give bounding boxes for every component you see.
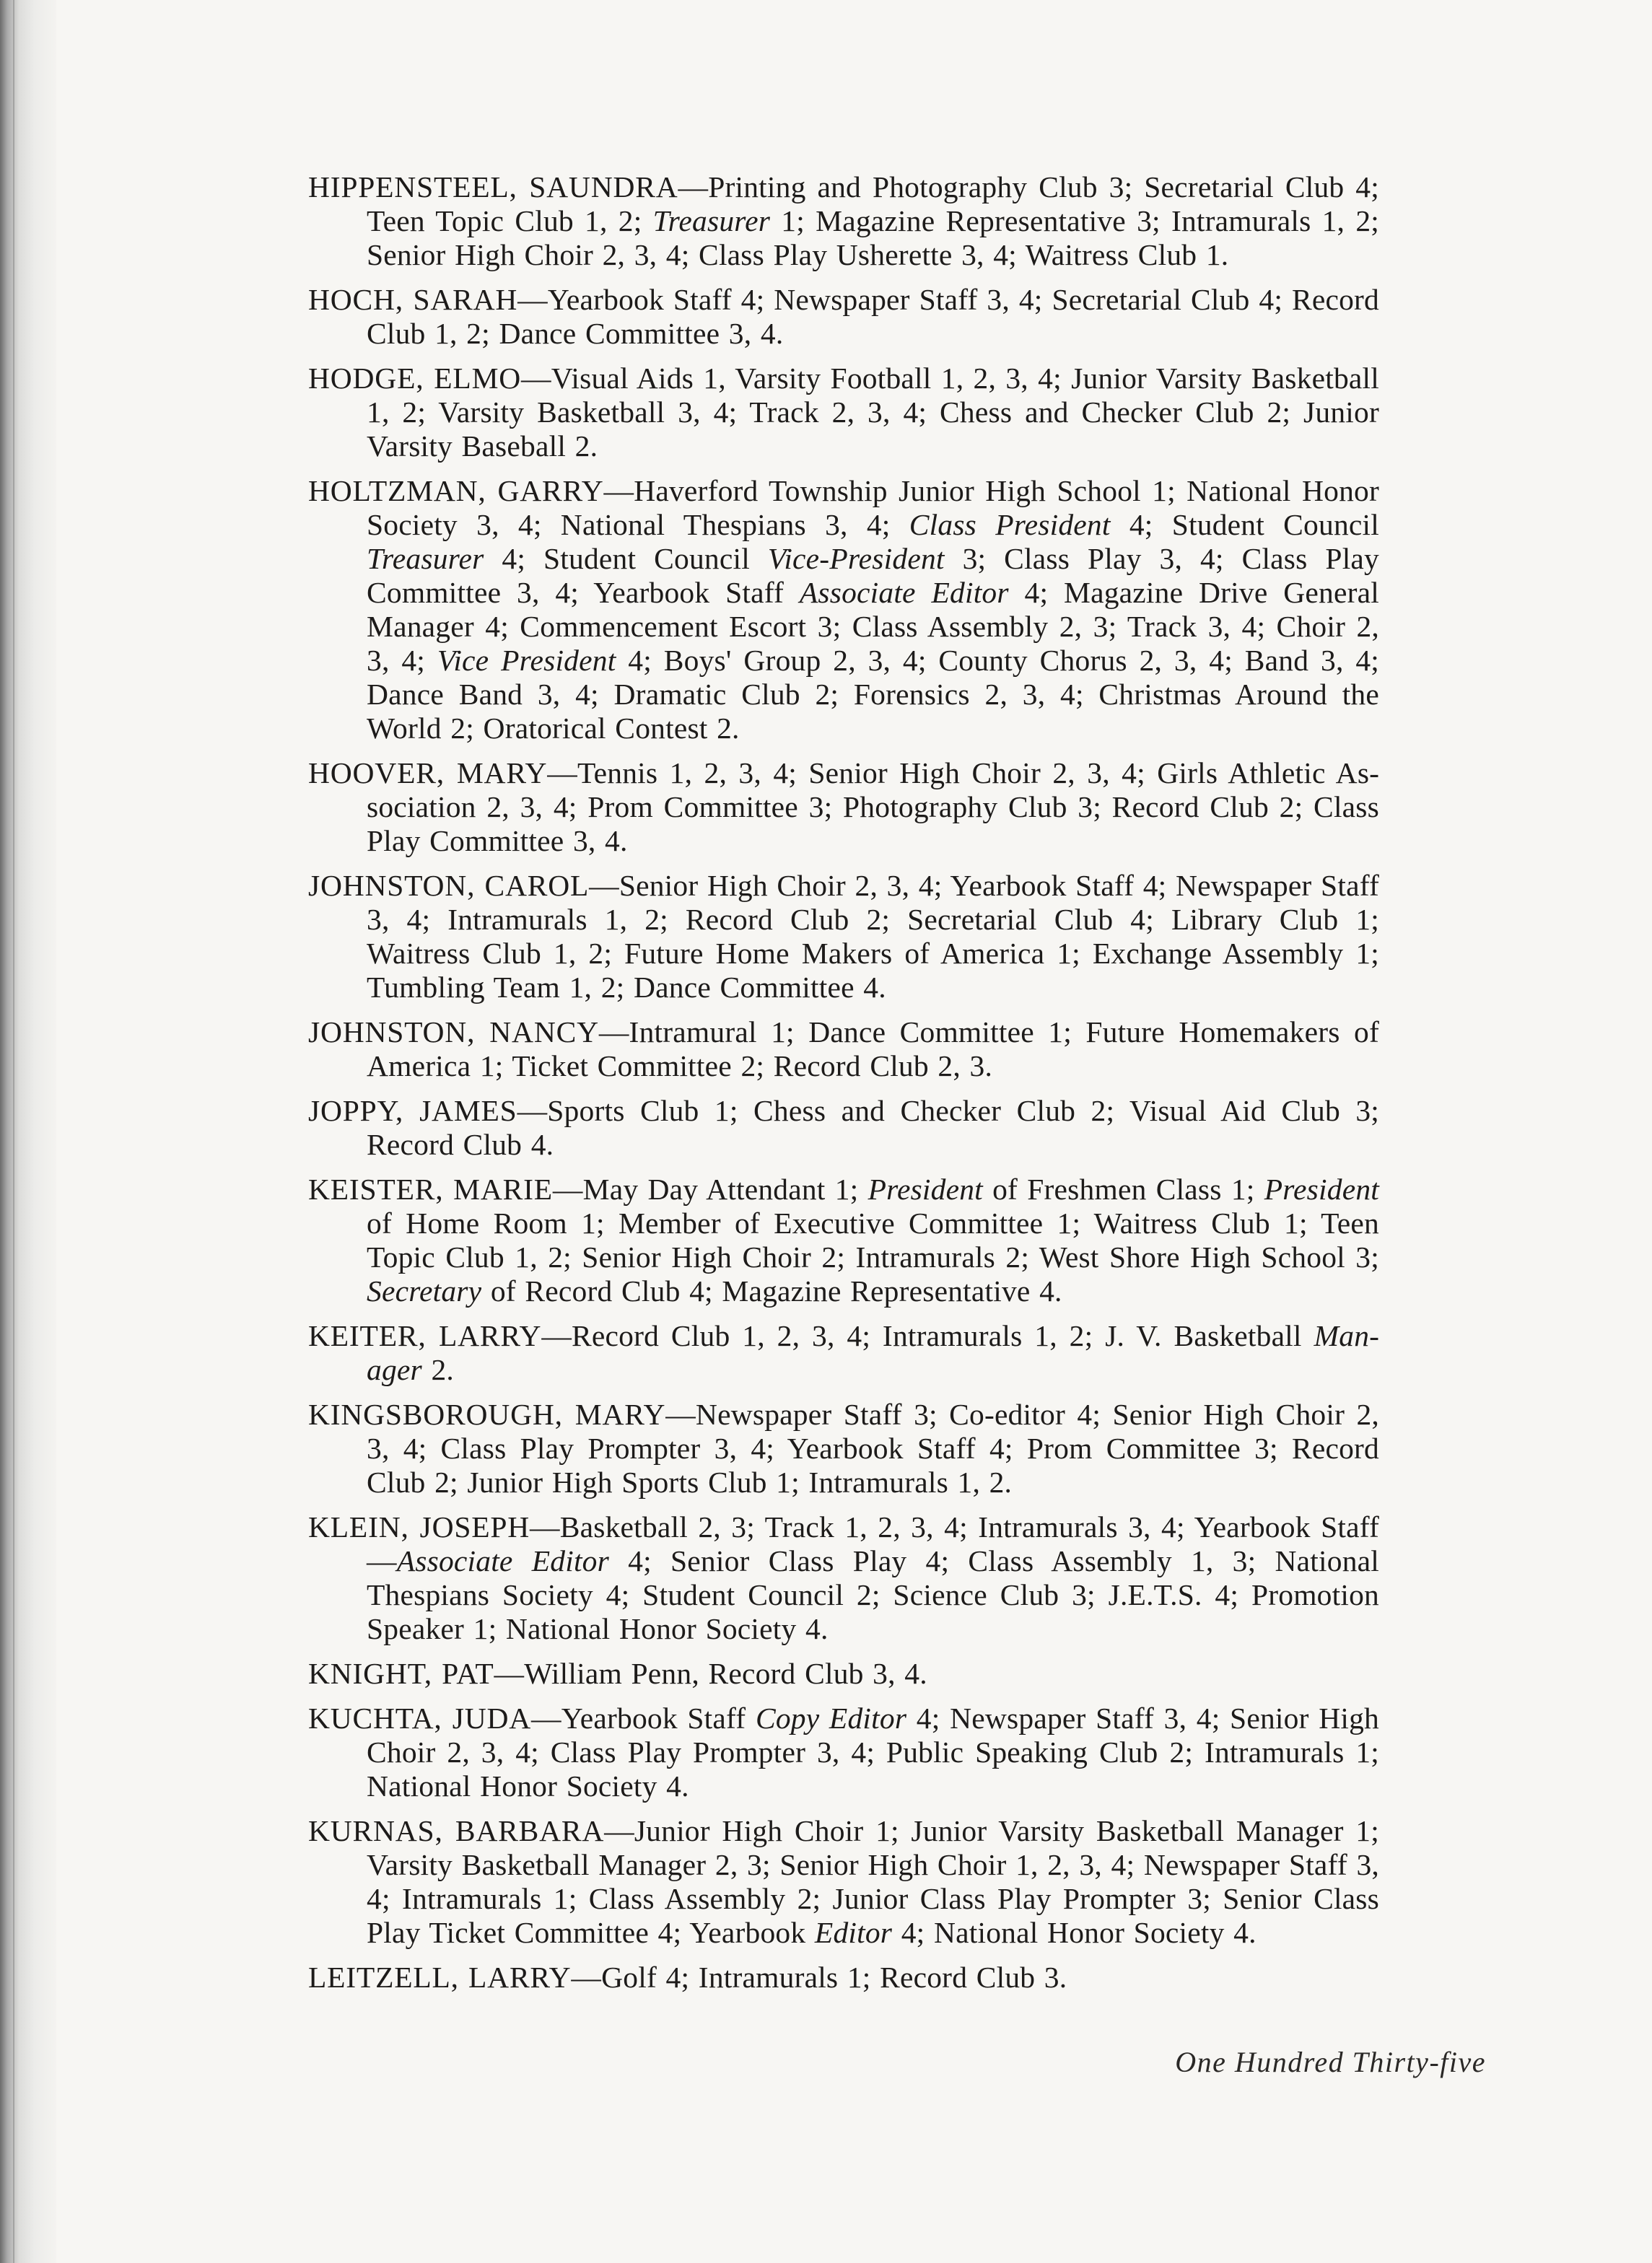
em-dash: — (603, 474, 634, 507)
activities-text: 4; Boys' Group 2, 3, 4; County Chorus 2, 3, 4; Band 3, 4; Dance Band 3, 4; Dramatic Club 2; Forensics 2, 3, 4; Christmas Around the World 2; Oratorical Contest 2. (367, 644, 1380, 745)
activities-text: May Day Attendant 1; (582, 1173, 868, 1206)
em-dash: — (541, 1319, 572, 1352)
activities-text: Yearbook Staff 4; Newspaper Staff 3, 4; Secretarial Club 4; Record Club 1, 2; Dance Committee 3, 4. (367, 283, 1379, 350)
student-name: KNIGHT, PAT (308, 1657, 494, 1690)
page-number: One Hundred Thirty-five (1175, 2046, 1486, 2078)
activities-text: of Record Club 4; Magazine Representative 4. (481, 1274, 1062, 1308)
activities-text: 4; Newspaper Staff 3, 4; Senior High Choir 2, 3, 4; Class Play Prompter 3, 4; Public Speaking Club 2; Intramurals 1; National Honor Society 4. (367, 1702, 1380, 1803)
em-dash: — (521, 362, 551, 395)
italic-role: Class President (909, 508, 1111, 541)
italic-role: Manager (367, 1319, 1379, 1386)
activities-text: of Freshmen Class 1; (982, 1173, 1264, 1206)
italic-role: Treasurer (652, 204, 771, 237)
italic-role: Treasurer (367, 542, 484, 575)
student-name: JOPPY, JAMES (308, 1094, 517, 1127)
em-dash: — (531, 1702, 561, 1735)
activity-entry (308, 1319, 1379, 1387)
student-name: HOLTZMAN, GARRY (308, 474, 604, 507)
em-dash: — (598, 1015, 629, 1049)
em-dash: — (494, 1657, 525, 1690)
activities-text: 4; National Honor Society 4. (892, 1916, 1257, 1949)
student-name: KEITER, LARRY (308, 1319, 542, 1352)
activities-text: 4; Senior Class Play 4; Class Assembly 1, 3; National Thespians Society 4; Student Council 2; Science Club 3; J.E.T.S. 4; Promotion Speaker 1; National Honor Society 4. (367, 1544, 1379, 1645)
activities-text: Newspaper Staff 3; Co-editor 4; Senior High Choir 2, 3, 4; Class Play Prompter 3, 4; Yearbook Staff 4; Prom Committee 3; Record Club 2; Junior High Sports Club 1; Intramurals 1, 2. (367, 1398, 1379, 1499)
activity-entry (308, 1814, 1379, 1950)
activities-text: 3; Class Play 3, 4; Class Play Committee 3, 4; Yearbook Staff (367, 542, 1380, 609)
activities-text: Senior High Choir 2, 3, 4; Yearbook Staff 4; Newspaper Staff 3, 4; Intramurals 1, 2; Record Club 2; Secretarial Club 4; Library Club 1; Waitress Club 1, 2; Future Home Makers of America 1; Exchange Assembly 1; Tumbling Team 1, 2; Dance Committee 4. (367, 869, 1379, 1004)
em-dash: — (589, 869, 619, 902)
activity-entry (308, 362, 1379, 463)
student-name: KEISTER, MARIE (308, 1173, 553, 1206)
student-name: LEITZELL, LARRY (308, 1961, 572, 1994)
em-dash: — (552, 1173, 583, 1206)
activity-entry (308, 1015, 1379, 1083)
activities-text: 1; Magazine Representative 3; Intramurals 1, 2; Senior High Choir 2, 3, 4; Class Play Usherette 3, 4; Waitress Club 1. (367, 204, 1379, 271)
activity-entry (308, 1510, 1379, 1646)
activities-text: Junior High Choir 1; Junior Varsity Basketball Manager 1; Varsity Basketball Manager 2, 3; Senior High Choir 1, 2, 3, 4; Newspaper Staff 3, 4; Intramurals 1; Class Assembly 2; Junior Class Play Prompter 3; Senior Class Play Ticket Committee 4; Yearbook (367, 1814, 1379, 1949)
activity-entry (308, 283, 1379, 351)
activity-entry (308, 1961, 1379, 1995)
activity-entry (308, 756, 1379, 858)
italic-role: Vice-President (767, 542, 945, 575)
student-name: JOHNSTON, NANCY (308, 1015, 599, 1049)
student-name: HODGE, ELMO (308, 362, 522, 395)
italic-role: Copy Editor (755, 1702, 907, 1735)
activity-entry (308, 1094, 1379, 1162)
activity-entry (308, 1173, 1379, 1308)
senior-activities-list (308, 170, 1379, 2005)
activity-entry (308, 1398, 1379, 1500)
activities-text: Sports Club 1; Chess and Checker Club 2; Visual Aid Club 3; Record Club 4. (367, 1094, 1380, 1161)
em-dash: — (547, 756, 577, 789)
activities-text: Golf 4; Intramurals 1; Record Club 3. (601, 1961, 1067, 1994)
italic-role: Associate Editor (396, 1544, 609, 1577)
activities-text: 4; Student Council (1110, 508, 1379, 541)
activities-text: of Home Room 1; Member of Executive Committee 1; Waitress Club 1; Teen Topic Club 1, 2; Senior High Choir 2; Intramurals 2; West Shore High School 3; (367, 1207, 1379, 1274)
activity-entry (308, 1657, 1379, 1691)
activities-text: Basketball 2, 3; Track 1, 2, 3, 4; Intramurals 3, 4; Yearbook Staff— (367, 1510, 1379, 1577)
em-dash: — (678, 170, 709, 203)
italic-role: Vice President (437, 644, 616, 677)
activity-entry (308, 869, 1379, 1004)
student-name: KLEIN, JOSEPH (308, 1510, 530, 1544)
student-name: KINGSBOROUGH, MARY (308, 1398, 666, 1431)
student-name: KURNAS, BARBARA (308, 1814, 605, 1847)
italic-role: Associate Editor (799, 576, 1009, 609)
student-name: HOCH, SARAH (308, 283, 518, 316)
activities-text: 4; Student Council (484, 542, 768, 575)
activities-text: Record Club 1, 2, 3, 4; Intramurals 1, 2; J. V. Basketball (572, 1319, 1314, 1352)
activities-text: William Penn, Record Club 3, 4. (524, 1657, 927, 1690)
em-dash: — (604, 1814, 634, 1847)
italic-role: Editor (814, 1916, 893, 1949)
em-dash: — (517, 283, 548, 316)
activities-text: Printing and Photography Club 3; Secretarial Club 4; Teen Topic Club 1, 2; (367, 170, 1379, 237)
student-name: JOHNSTON, CAROL (308, 869, 590, 902)
student-name: HOOVER, MARY (308, 756, 548, 789)
em-dash: — (665, 1398, 696, 1431)
activities-text: 4; Magazine Drive General Manager 4; Commencement Escort 3; Class Assembly 2, 3; Track 3, 4; Choir 2, 3, 4; (367, 576, 1379, 677)
activity-entry (308, 1702, 1379, 1803)
italic-role: President (867, 1173, 983, 1206)
activities-text: Visual Aids 1, Varsity Football 1, 2, 3, 4; Junior Varsity Basketball 1, 2; Varsity Basketball 3, 4; Track 2, 3, 4; Chess and Checker Club 2; Junior Varsity Baseball 2. (367, 362, 1379, 463)
student-name: KUCHTA, JUDA (308, 1702, 532, 1735)
activity-entry (308, 170, 1379, 272)
activity-entry (308, 474, 1379, 745)
italic-role: Secretary (367, 1274, 482, 1308)
activities-text: Haverford Township Junior High School 1; National Honor Society 3, 4; National Thespians 3, 4; (367, 474, 1379, 541)
activities-text: Tennis 1, 2, 3, 4; Senior High Choir 2, 3, 4; Girls Athletic Association 2, 3, 4; Prom Committee 3; Photography Club 3; Record Club 2; Class Play Committee 3, 4. (367, 756, 1379, 857)
em-dash: — (517, 1094, 548, 1127)
student-name: HIPPENSTEEL, SAUNDRA (308, 170, 678, 203)
activities-text: 2. (421, 1353, 454, 1386)
em-dash: — (530, 1510, 560, 1544)
italic-role: President (1264, 1173, 1379, 1206)
em-dash: — (571, 1961, 602, 1994)
activities-text: Intramural 1; Dance Committee 1; Future Homemakers of America 1; Ticket Committee 2; Record Club 2, 3. (367, 1015, 1379, 1082)
activities-text: Yearbook Staff (561, 1702, 756, 1735)
